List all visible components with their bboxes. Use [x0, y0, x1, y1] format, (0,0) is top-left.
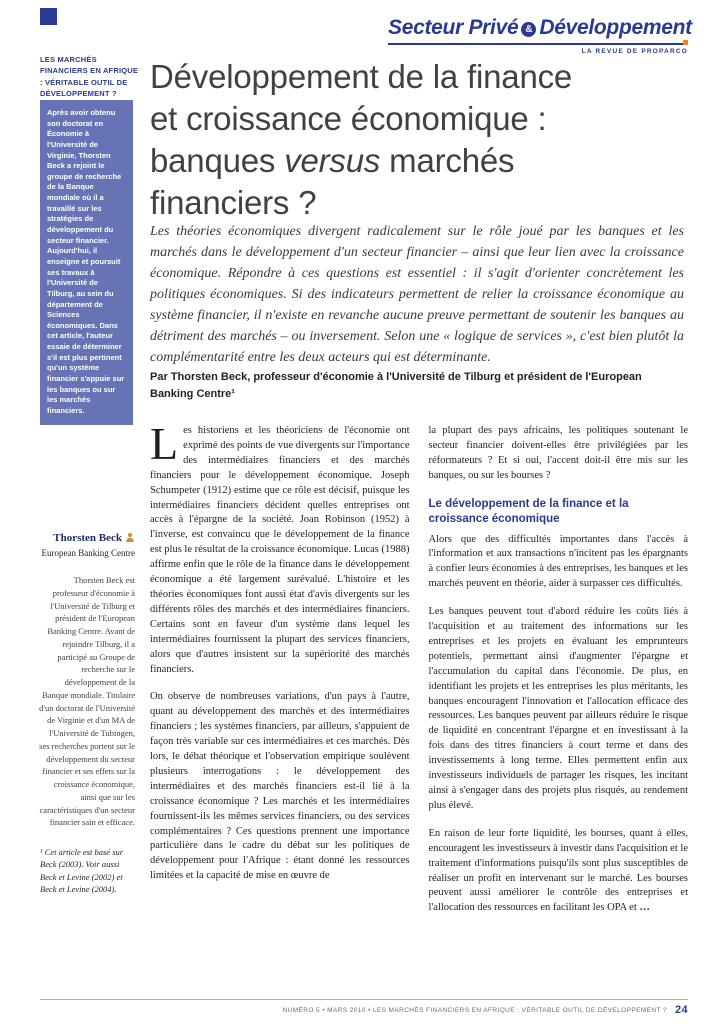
journal-subtitle: LA REVUE DE PROPARCO	[581, 48, 688, 55]
page-footer	[150, 1004, 688, 1016]
author-organization: European Banking Centre	[41, 548, 135, 558]
footer-rule	[40, 999, 688, 1000]
author-name: Thorsten Beck	[53, 532, 122, 544]
corner-marker	[40, 8, 57, 25]
masthead	[388, 16, 692, 55]
orange-marker-icon	[683, 40, 688, 45]
paragraph: On observe de nombreuses variations, d'un pays à l'autre, quant au développement des marchés et des intermédiaires financiers ; les systèmes financiers, par ailleurs, s'appuient de façon très variable sur ces intermédiaires et ces marchés. Dès lors, le débat théorique et l'observation empirique soulèvent plusieurs interrogations : le développement des intermédiaires et des marchés financiers est-il lié à la croissance économique ? Les marchés et les intermédiaires fournissent-ils les mêmes services financiers, ou des services complémentaires ? Ces questions prennent une importance particulière dans le cadre du débat sur les politiques de développement pour l'Afrique : étant donné les ressources limitées et la capacité de mise en œuvre de	[150, 691, 410, 882]
paragraph: Les historiens et les théoriciens de l'économie ont exprimé des points de vue divergents sur l'importance des intermédiaires financiers et des marchés financiers pour le développement économique. Joseph Schumpeter (1912) estime que ce rôle est décisif, puisque les intermédiaires financiers décident quelles entreprises ont accès à l'épargne de la société. Joan Robinson (1952) à l'inverse, est convaincu que le développement de la finance est plus le résultat de la croissance économique. Lucas (1988) affirme enfin que le rôle de la finance dans le développement économique a été largement surévalué. L'histoire et les théories économiques font aussi état d'avis divergents sur les différents rôles des marchés et des intermédiaires financiers. Certains sont en faveur d'un système dans lequel les intermédiaires fournissent la plupart des services financiers, alors que d'autres insistent sur la supériorité des marchés financiers.	[150, 424, 410, 675]
author-bio: Thorsten Beck est professeur d'économie à l'Université de Tilburg et président de l'European Banking Centre. Avant de rejoindre Tilburg, il a participé au Groupe de recherche sur le développement de la Banque mondiale. Titulaire d'un doctorat de l'Université de Virginie et d'un MA de l'Université de Tubingen, ses recherches portent sur le développement du secteur financier et ses effets sur la croissance économique, ainsi que sur les caractéristiques d'un secteur financier sain et efficace.	[39, 575, 135, 828]
footer-text: NUMÉRO 5 • MARS 2010 • LES MARCHÉS FINANCIERS EN AFRIQUE : VÉRITABLE OUTIL DE DÉVELOPPEMENT ?	[282, 1007, 667, 1014]
journal-logo	[388, 16, 692, 40]
drop-cap: L	[150, 424, 179, 469]
title-line-2: et croissance économique :	[150, 99, 547, 137]
person-icon	[125, 529, 135, 539]
title-line-3: banques versus marchés	[150, 141, 515, 179]
page-number: 24	[674, 1004, 688, 1016]
title-line-4: financiers ?	[150, 183, 317, 221]
title-line-1: Développement de la finance	[150, 58, 573, 95]
article-body	[150, 424, 688, 998]
masthead-rule	[388, 43, 688, 45]
body-column-left	[150, 424, 410, 998]
body-column-right	[429, 424, 689, 998]
section-kicker: LES MARCHÉS FINANCIERS EN AFRIQUE : VÉRITABLE OUTIL DE DÉVELOPPEMENT ?	[40, 55, 139, 98]
logo-text-left: Secteur Privé	[388, 16, 519, 39]
abstract-box: Après avoir obtenu son doctorat en Économie à l'Université de Virginie, Thorsten Beck a rejoint le groupe de recherche de la Banque mondiale où il a travaillé sur les stratégies de développement du secteur financier. Aujourd'hui, il enseigne et poursuit ses travaux à l'Université de Tilburg, au sein du département de Sciences économiques. Dans cet article, l'auteur essaie de déterminer s'il est plus pertinent qu'un système financier s'appuie sur les banques ou sur les marchés financiers.	[40, 100, 133, 425]
article-lead: Les théories économiques divergent radicalement sur le rôle joué par les banques et les marchés dans le développement d'un secteur financier – ainsi que leur lien avec la croissance économique. Répondre à ces questions est essentiel : il s'agit d'orienter concrètement les politiques économiques. Si des indicateurs permettent de relier la croissance économique au système financier, il n'existe en revanche aucune preuve permettant de soutenir les banques au détriment des marchés – ou inversement. Selon une « logique de services », c'est bien plutôt la complémentarité entre les deux acteurs qui est déterminante.	[150, 224, 684, 365]
logo-text-right: Développement	[539, 16, 692, 39]
article-byline: Par Thorsten Beck, professeur d'économie à l'Université de Tilburg et président de l'European Banking Centre¹	[150, 371, 642, 400]
footnote: ¹ Cet article est basé sur Beck (2003). Voir aussi Beck et Levine (2002) et Beck et Levine (2004).	[40, 847, 124, 894]
paragraph: la plupart des pays africains, les politiques soutenant le secteur financier doivent-elles être privilégiées par les réformateurs ? Et si oui, l'accent doit-il être mis sur les banques, ou sur les bourses ?	[428, 425, 688, 481]
ampersand-icon: &	[521, 22, 536, 37]
author-block	[38, 528, 135, 558]
article-title	[150, 56, 675, 224]
paragraph: Les banques peuvent tout d'abord réduire les coûts liés à l'acquisition et au traitement des informations sur les entreprises et les projets en évaluant les emprunteurs potentiels, permettant ainsi d'augmenter l'épargne et l'accumulation du capital dans l'économie. De plus, en identifiant les projets et les entreprises les plus méritants, les banques encouragent l'innovation et l'allocation efficace des ressources. Les banques peuvent par ailleurs réduire le risque de liquidité en concentrant l'épargne et en investissant à la fois dans des titres financiers à court terme et dans des investissements à long terme. Elles permettent enfin aux investisseurs individuels de partager les risques, les incitant ainsi à s'engager dans des projets plus risqués, au rendement plus élevé.	[428, 606, 688, 811]
section-heading: Le développement de la finance et la croissance économique	[428, 497, 629, 525]
paragraph: Alors que des difficultés importantes dans l'accès à l'information et aux transactions n'incitent pas les épargnants à confier leurs économies à des entreprises, les banques et les marchés peuvent en théorie, aider à surpasser ces difficultés.	[428, 533, 688, 590]
continuation-marker: …	[639, 902, 651, 914]
paragraph: En raison de leur forte liquidité, les bourses, quant à elles, encouragent les investisseurs à investir dans l'acquisition et le traitement d'informations puisqu'ils sont plus susceptibles de réaliser un profit en intervenant sur le marché. Les bourses peuvent aussi améliorer le contrôle des entreprises et l'allocation des ressources en facilitant les OPA et …	[428, 827, 688, 914]
